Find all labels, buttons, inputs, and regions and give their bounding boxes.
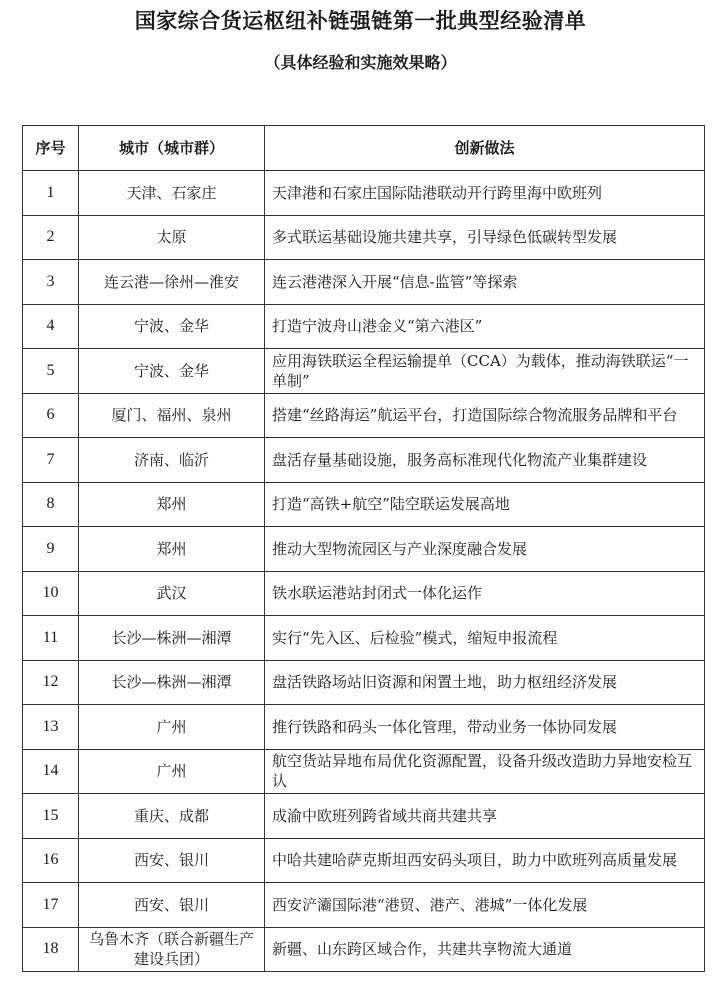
table-row: [23, 215, 705, 260]
row-practice: 实行“先入区、后检验”模式，缩短申报流程: [265, 616, 705, 661]
row-city: 济南、临沂: [79, 438, 265, 483]
table-row: [23, 749, 705, 794]
row-city: 广州: [79, 749, 265, 794]
row-number: 17: [23, 883, 79, 928]
row-number: 8: [23, 482, 79, 527]
row-city: 天津、石家庄: [79, 171, 265, 216]
table-row: [23, 794, 705, 839]
table-row: [23, 438, 705, 483]
table-row: [23, 571, 705, 616]
table-row: [23, 349, 705, 394]
row-practice: 打造“高铁+航空”陆空联运发展高地: [265, 482, 705, 527]
row-practice: 航空货站异地布局优化资源配置，设备升级改造助力异地安检互认: [265, 749, 705, 794]
row-city: 乌鲁木齐（联合新疆生产建设兵团）: [79, 927, 265, 972]
row-practice: 推行铁路和码头一体化管理，带动业务一体协同发展: [265, 705, 705, 750]
table-row: [23, 171, 705, 216]
row-city: 连云港—徐州—淮安: [79, 260, 265, 305]
table-body: [23, 171, 705, 972]
row-number: 18: [23, 927, 79, 972]
row-number: 6: [23, 393, 79, 438]
table-row: [23, 883, 705, 928]
row-practice: 天津港和石家庄国际陆港联动开行跨里海中欧班列: [265, 171, 705, 216]
row-number: 10: [23, 571, 79, 616]
row-number: 15: [23, 794, 79, 839]
table-row: [23, 927, 705, 972]
table-header-row: [23, 126, 705, 171]
row-practice: 铁水联运港站封闭式一体化运作: [265, 571, 705, 616]
row-city: 宁波、金华: [79, 349, 265, 394]
row-practice: 新疆、山东跨区域合作，共建共享物流大通道: [265, 927, 705, 972]
row-practice: 中哈共建哈萨克斯坦西安码头项目，助力中欧班列高质量发展: [265, 838, 705, 883]
row-city: 郑州: [79, 527, 265, 572]
experience-table: [22, 125, 705, 972]
table-row: [23, 660, 705, 705]
table-row: [23, 304, 705, 349]
table-row: [23, 393, 705, 438]
document-subtitle: （具体经验和实施效果略）: [264, 53, 457, 72]
row-number: 12: [23, 660, 79, 705]
row-city: 厦门、福州、泉州: [79, 393, 265, 438]
table-row: [23, 527, 705, 572]
row-number: 2: [23, 215, 79, 260]
row-number: 5: [23, 349, 79, 394]
row-city: 宁波、金华: [79, 304, 265, 349]
row-practice: 盘活存量基础设施，服务高标准现代化物流产业集群建设: [265, 438, 705, 483]
row-practice: 应用海铁联运全程运输提单（CCA）为载体，推动海铁联运“一单制”: [265, 349, 705, 394]
row-city: 西安、银川: [79, 838, 265, 883]
header-city: 城市（城市群）: [79, 126, 265, 171]
row-number: 13: [23, 705, 79, 750]
row-number: 7: [23, 438, 79, 483]
row-city: 广州: [79, 705, 265, 750]
row-number: 3: [23, 260, 79, 305]
row-number: 1: [23, 171, 79, 216]
row-practice: 盘活铁路场站旧资源和闲置土地，助力枢纽经济发展: [265, 660, 705, 705]
row-city: 重庆、成都: [79, 794, 265, 839]
table-row: [23, 482, 705, 527]
row-practice: 推动大型物流园区与产业深度融合发展: [265, 527, 705, 572]
row-city: 郑州: [79, 482, 265, 527]
row-city: 长沙—株洲—湘潭: [79, 660, 265, 705]
row-practice: 连云港港深入开展“信息-监管”等探索: [265, 260, 705, 305]
row-city: 武汉: [79, 571, 265, 616]
row-number: 14: [23, 749, 79, 794]
row-practice: 多式联运基础设施共建共享，引导绿色低碳转型发展: [265, 215, 705, 260]
table-row: [23, 838, 705, 883]
header-serial-number: 序号: [23, 126, 79, 171]
document-title: 国家综合货运枢纽补链强链第一批典型经验清单: [134, 9, 587, 33]
row-city: 西安、银川: [79, 883, 265, 928]
row-number: 9: [23, 527, 79, 572]
table-row: [23, 260, 705, 305]
row-city: 长沙—株洲—湘潭: [79, 616, 265, 661]
table-row: [23, 705, 705, 750]
row-practice: 成渝中欧班列跨省域共商共建共享: [265, 794, 705, 839]
row-practice: 搭建“丝路海运”航运平台，打造国际综合物流服务品牌和平台: [265, 393, 705, 438]
row-practice: 打造宁波舟山港金义“第六港区”: [265, 304, 705, 349]
row-number: 16: [23, 838, 79, 883]
row-city: 太原: [79, 215, 265, 260]
row-number: 11: [23, 616, 79, 661]
row-practice: 西安浐灞国际港“港贸、港产、港城”一体化发展: [265, 883, 705, 928]
table-row: [23, 616, 705, 661]
row-number: 4: [23, 304, 79, 349]
header-innovative-practice: 创新做法: [265, 126, 705, 171]
